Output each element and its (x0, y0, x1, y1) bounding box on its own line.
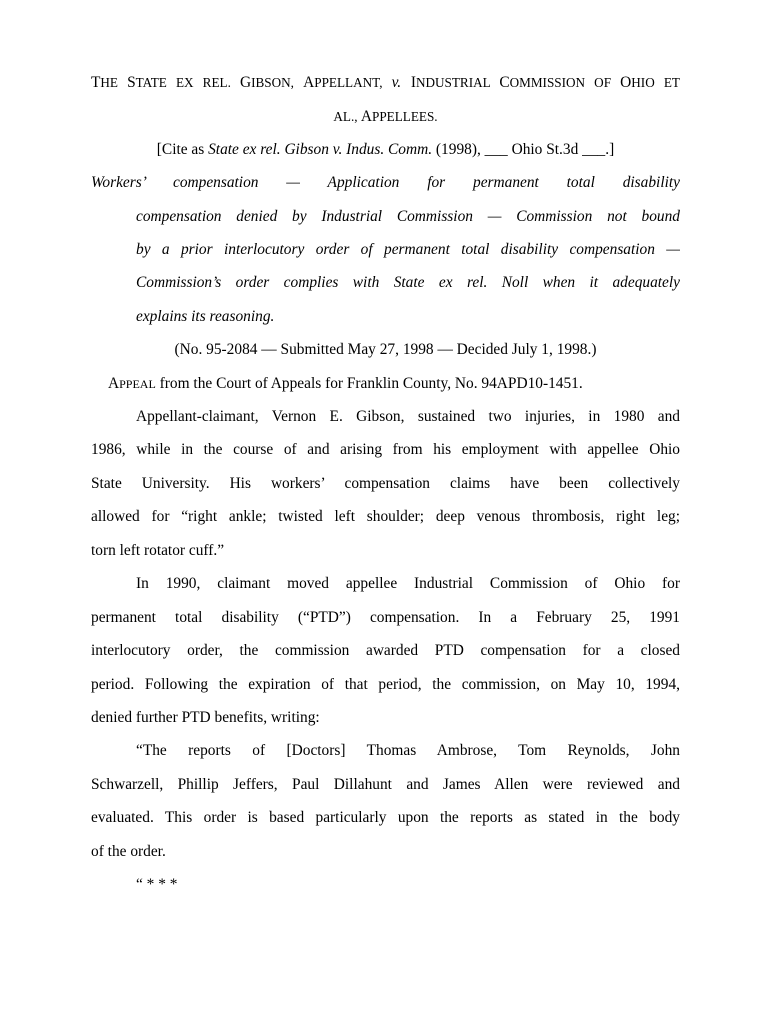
body-line: State University. His workers’ compensation claims have been collectively (91, 475, 680, 492)
body-line: Appellant-claimant, Vernon E. Gibson, sustained two injuries, in 1980 and (136, 408, 680, 425)
syllabus-line: Workers’ compensation — Application for permanent total disability (91, 174, 680, 191)
body-line: In 1990, claimant moved appellee Industrial Commission of Ohio for (136, 575, 680, 592)
syllabus-line: explains its reasoning. (136, 308, 275, 325)
body-line: Schwarzell, Phillip Jeffers, Paul Dillahunt and James Allen were reviewed and (91, 776, 680, 793)
body-line: evaluated. This order is based particularly upon the reports as stated in the body (91, 809, 680, 826)
body-line: interlocutory order, the commission awarded PTD compensation for a closed (91, 642, 680, 659)
body-line: “ * * * (136, 876, 178, 893)
syllabus-line: compensation denied by Industrial Commission — Commission not bound (136, 208, 680, 225)
case-caption-line-1: THE STATE EX REL. GIBSON, APPELLANT, v. INDUSTRIAL COMMISSION OF OHIO ET (91, 74, 680, 91)
case-caption-line-2: AL., APPELLEES. (333, 108, 438, 125)
body-line: permanent total disability (“PTD”) compensation. In a February 25, 1991 (91, 609, 680, 626)
syllabus-line: by a prior interlocutory order of permanent total disability compensation — (136, 241, 680, 258)
body-line: torn left rotator cuff.” (91, 542, 225, 559)
body-line: “The reports of [Doctors] Thomas Ambrose, Tom Reynolds, John (136, 742, 680, 759)
body-line: of the order. (91, 843, 166, 860)
citation: [Cite as State ex rel. Gibson v. Indus. Comm. (1998), ___ Ohio St.3d ___.] (156, 141, 615, 158)
syllabus-line: Commission’s order complies with State ex rel. Noll when it adequately (136, 274, 680, 291)
body-line: 1986, while in the course of and arising from his employment with appellee Ohio (91, 441, 680, 458)
body-line: allowed for “right ankle; twisted left shoulder; deep venous thrombosis, right leg; (91, 508, 680, 525)
body-line: denied further PTD benefits, writing: (91, 709, 320, 726)
docket-line: (No. 95-2084 — Submitted May 27, 1998 — Decided July 1, 1998.) (174, 341, 597, 358)
appeal-line: APPEAL from the Court of Appeals for Franklin County, No. 94APD10-1451. (108, 375, 583, 392)
body-line: period. Following the expiration of that period, the commission, on May 10, 1994, (91, 676, 680, 693)
